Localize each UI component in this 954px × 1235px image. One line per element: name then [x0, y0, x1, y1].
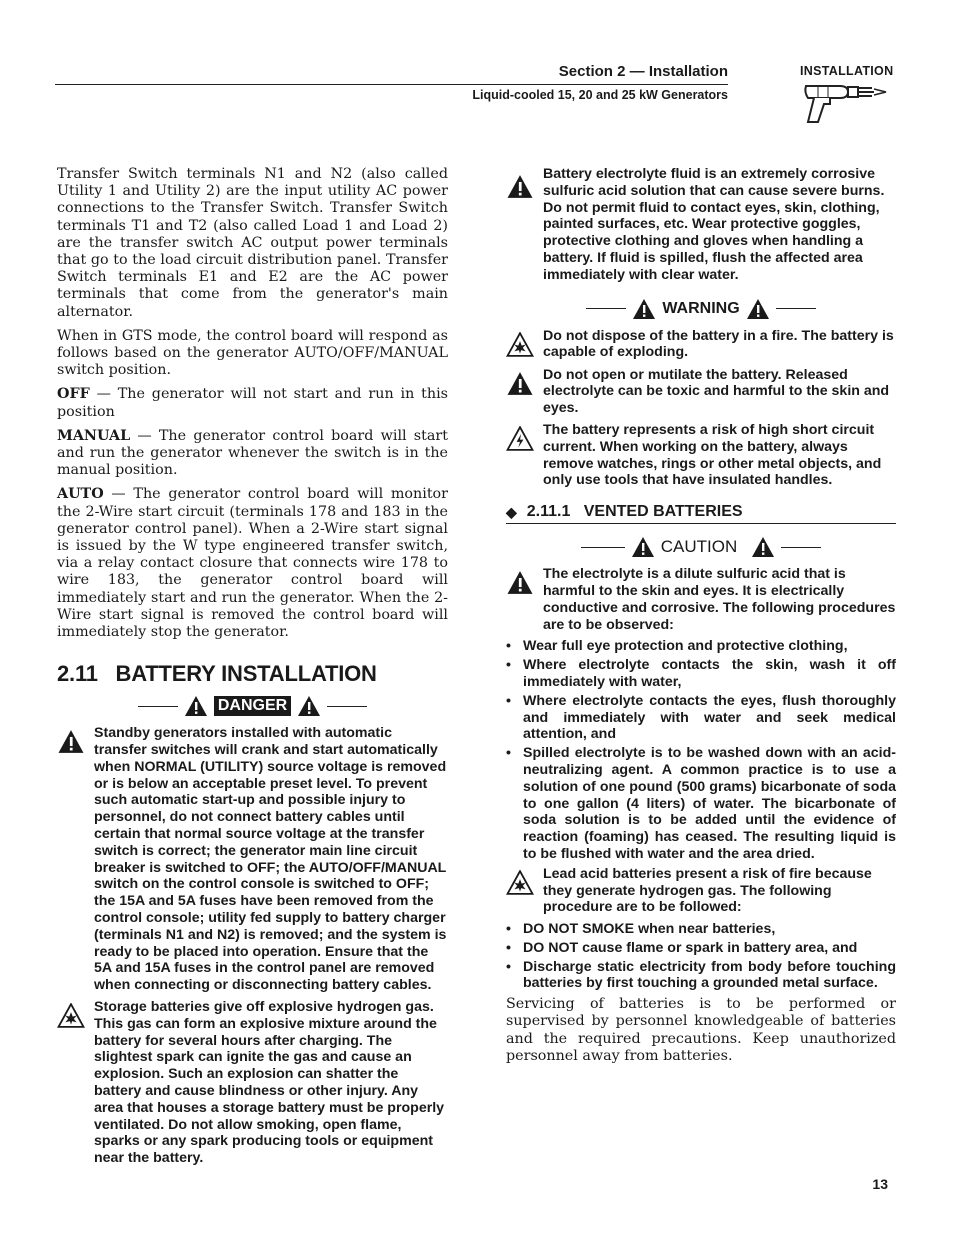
warning-item — [506, 422, 896, 489]
off-mode-paragraph — [57, 386, 448, 420]
warning-triangle-icon — [184, 695, 208, 717]
caution-signal — [506, 536, 896, 558]
battery-installation-heading: 2.11 BATTERY INSTALLATION — [57, 661, 377, 687]
hydrogen-fire-caution-text: Lead acid batteries present a risk of fire because they generate hydrogen gas. The following procedure are to be followed: — [543, 865, 872, 916]
gts-mode-paragraph: When in GTS mode, the control board will respond as follows based on the generator AUTO/OFF/MANUAL switch position. — [57, 327, 448, 379]
warning-triangle-icon — [631, 536, 655, 558]
right-column — [506, 166, 896, 1072]
off-term: OFF — [57, 386, 90, 403]
warning-triangle-icon — [506, 371, 534, 396]
danger-signal — [57, 695, 448, 717]
transfer-switch-paragraph: Transfer Switch terminals N1 and N2 (also called Utility 1 and Utility 2) are the input utility AC power connections to the Transfer Switch. Transfer Switch terminals T1 and T2 (also called Load 1 and Load 2) are the transfer switch AC output power terminals that go to the load circuit distribution panel. Transfer Switch terminals E1 and E2 are the AC power terminals that come from the generator's main alternator. — [57, 166, 448, 320]
diamond-bullet-icon: ◆ — [506, 503, 517, 520]
electrical-hazard-icon — [506, 426, 534, 451]
caution-item — [506, 866, 896, 916]
page-number: 13 — [872, 1176, 888, 1192]
list-item: • Spilled electrolyte is to be washed down with an acid-neutralizing agent. A common practice is to use a solution of one pound (500 grams) bicarbonate of soda to one gallon (4 liters) of water. The bicarbonate of soda solution is to be added until the evidence of reaction (foaming) has ceased. The resulting liquid is to be flushed with water and the area dried. — [506, 745, 896, 863]
caution-label: CAUTION — [660, 537, 738, 557]
section-title: Section 2 — Installation — [558, 63, 728, 80]
list-item: • Discharge static electricity from body before touching batteries by first touching a grounded metal surface. — [506, 959, 896, 993]
list-item: • Where electrolyte contacts the skin, wash it off immediately with water, — [506, 657, 896, 691]
off-text: — The generator will not start and run in this position — [57, 386, 448, 420]
signal-rule — [586, 308, 626, 309]
warning-triangle-icon — [506, 570, 534, 595]
fire-disposal-warning-text: Do not dispose of the battery in a fire. The battery is capable of exploding. — [543, 327, 894, 361]
manual-text: — The generator control board will start and run the generator whenever the switch is in the manual position. — [57, 427, 448, 479]
hydrogen-gas-danger-text: Storage batteries give off explosive hydrogen gas. This gas can form an explosive mixture around the battery for several hours after charging. The slightest spark can ignite the gas and cause an explosion. Such an explosion can shatter the battery and cause blindness or other injury. Any area that houses a storage battery must be properly ventilated. Do not allow smoking, open flame, sparks or any spark producing tools or equipment near the battery. — [94, 999, 445, 1167]
warning-item — [506, 328, 896, 362]
warning-label: WARNING — [662, 299, 740, 317]
warning-item — [506, 367, 896, 417]
explosion-hazard-icon — [506, 332, 534, 357]
drill-icon — [800, 78, 890, 130]
electrolyte-danger-text: Battery electrolyte fluid is an extremely corrosive sulfuric acid solution that can cause severe burns. Do not permit fluid to contact eyes, skin, clothing, painted surfaces, etc. Wear protective goggles, protective clothing and gloves when handling a battery. If fluid is spilled, flush the affected area immediately with clear water. — [543, 166, 885, 283]
warning-triangle-icon — [746, 298, 770, 320]
installation-label: INSTALLATION — [800, 64, 894, 78]
signal-rule — [781, 547, 821, 548]
manual-term: MANUAL — [57, 427, 131, 444]
danger-item — [57, 999, 448, 1167]
left-column — [57, 166, 448, 1172]
danger-item — [57, 725, 448, 994]
explosion-hazard-icon — [506, 870, 534, 895]
auto-mode-paragraph — [57, 486, 448, 641]
vented-batteries-heading — [506, 503, 896, 524]
caution-item — [506, 566, 896, 633]
list-item: • DO NOT cause flame or spark in battery area, and — [506, 940, 896, 957]
header-rule — [55, 84, 728, 85]
signal-rule — [776, 308, 816, 309]
mutilate-warning-text: Do not open or mutilate the battery. Released electrolyte can be toxic and harmful to the skin and eyes. — [543, 366, 890, 417]
signal-rule — [581, 547, 625, 548]
list-item: • Wear full eye protection and protective clothing, — [506, 638, 896, 655]
warning-triangle-icon — [506, 174, 534, 199]
signal-rule — [138, 706, 178, 707]
warning-triangle-icon — [57, 729, 85, 754]
signal-rule — [327, 706, 367, 707]
warning-signal — [506, 298, 896, 320]
warning-triangle-icon — [751, 536, 775, 558]
document-subtitle: Liquid-cooled 15, 20 and 25 kW Generators — [472, 88, 728, 102]
dilute-acid-caution-text: The electrolyte is a dilute sulfuric acid that is harmful to the skin and eyes. It is electrically conductive and corrosive. The following procedures are to be observed: — [543, 566, 896, 633]
auto-start-danger-text: Standby generators installed with automatic transfer switches will crank and start automatically when NORMAL (UTILITY) source voltage is removed or is below an acceptable preset level. To prevent such automatic start-up and possible injury to personnel, do not connect battery cables until certain that normal source voltage at the transfer switch is correct; the generator main line circuit breaker is switched to OFF; the AUTO/OFF/MANUAL switch on the control console is switched to OFF; the 15A and 5A fuses have been removed from the control console; utility fed supply to battery charger (terminals N1 and N2) is removed; and the system is ready to be placed into operation. Ensure that the 5A and 15A fuses in the control panel are removed when connecting or disconnecting battery cables. — [94, 725, 447, 994]
list-item: • DO NOT SMOKE when near batteries, — [506, 921, 896, 938]
warning-triangle-icon — [297, 695, 321, 717]
explosion-hazard-icon — [57, 1003, 85, 1028]
electrolyte-procedures-list — [506, 638, 896, 862]
manual-mode-paragraph — [57, 428, 448, 480]
auto-term: AUTO — [57, 486, 104, 503]
list-item: • Where electrolyte contacts the eyes, flush thoroughly and immediately with water and seek medical attention, and — [506, 693, 896, 743]
short-circuit-warning-text: The battery represents a risk of high short circuit current. When working on the battery, always remove watches, rings or other metal objects, and only use tools that have insulated handles. — [543, 421, 882, 489]
danger-item — [506, 166, 896, 284]
warning-triangle-icon — [632, 298, 656, 320]
vented-batteries-title: 2.11.1 VENTED BATTERIES — [526, 503, 743, 521]
danger-label: DANGER — [214, 696, 291, 716]
fire-procedures-list — [506, 921, 896, 992]
auto-text: — The generator control board will monitor the 2-Wire start circuit (terminals 178 and 183 in the generator control panel). When a 2-Wire start signal is issued by the W type engineered transfer switch, via a relay contact closure that connects wire 178 to wire 183, the generator control board will immediately start and run the generator. When the 2-Wire start signal is removed the control board will immediately stop the generator. — [57, 486, 448, 641]
servicing-paragraph: Servicing of batteries is to be performed or supervised by personnel knowledgeable of batteries and the required precautions. Keep unauthorized personnel away from batteries. — [506, 996, 896, 1064]
